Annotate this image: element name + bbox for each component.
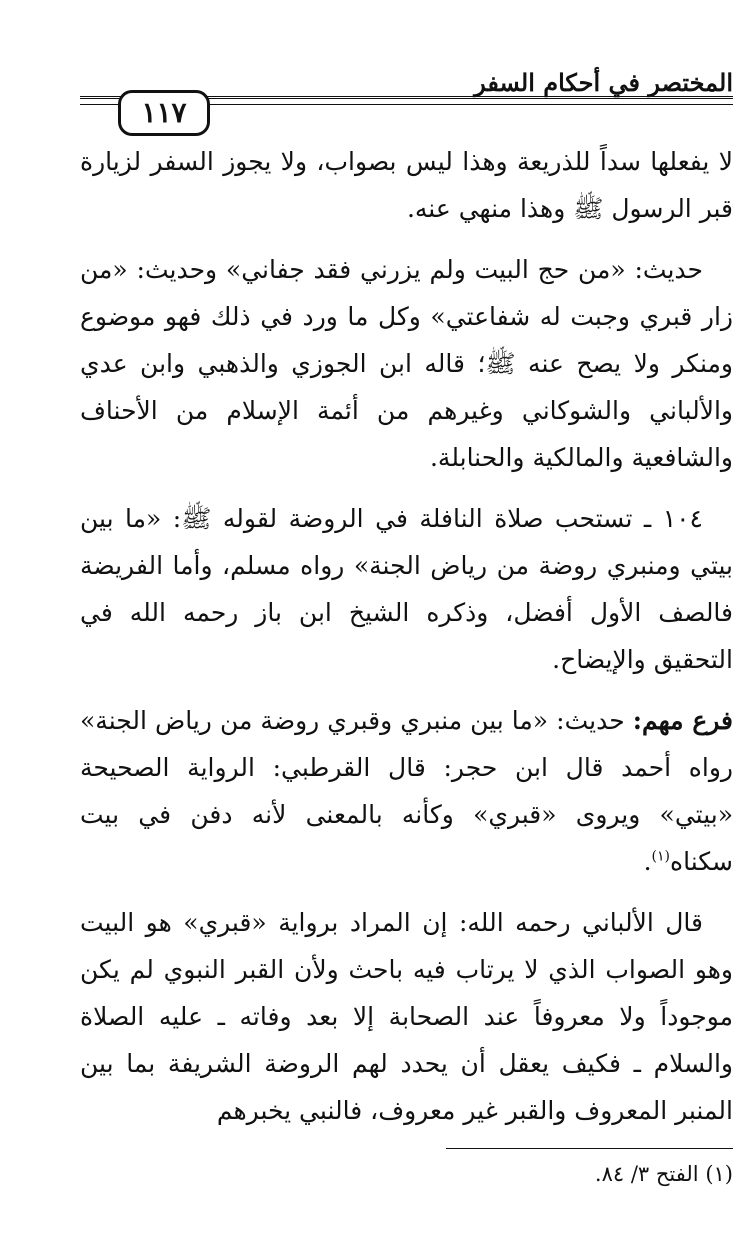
footnote-reference: (١) [651,848,670,865]
paragraph-1 [80,138,733,232]
paragraph-end: . [643,847,652,876]
paragraph-text: قال الألباني رحمه الله: إن المراد برواية «قبري» هو البيت وهو الصواب الذي لا يرتاب فيه باحث ولأن القبر النبوي لم يكن موجوداً ولا معروفاً عند الصحابة إلا بعد وفاته ـ عليه الصلاة والسلام ـ فكيف يعقل أن يحدد لهم الروضة الشريفة بما بين المنبر المعروف والقبر غير معروف، فالنبي يخبرهم [80,908,733,1125]
footnote-rule [446,1148,733,1149]
paragraph-4 [80,697,733,885]
running-title: المختصر في أحكام السفر [474,68,733,97]
paragraph-lead: فرع مهم: [632,706,733,735]
paragraph-text: حديث: «ما بين منبري وقبري روضة من رياض الجنة» رواه أحمد قال ابن حجر: قال القرطبي: الرواية الصحيحة «بيتي» ويروى «قبري» وكأنه بالمعنى لأنه دفن في بيت سكناه [80,706,733,876]
paragraph-text: حديث: «من حج البيت ولم يزرني فقد جفاني» وحديث: «من زار قبري وجبت له شفاعتي» وكل ما ورد في ذلك فهو موضوع ومنكر ولا يصح عنه ﷺ؛ قاله ابن الجوزي والذهبي وابن عدي والألباني والشوكاني وغيرهم من أئمة الإسلام من الأحناف والشافعية والمالكية والحنابلة. [80,255,733,472]
footnote [595,1162,733,1186]
paragraph-5 [80,899,733,1134]
footnote-text: الفتح ٣/ ٨٤. [594,1162,699,1186]
paragraph-3 [80,495,733,683]
body-text [80,138,733,1134]
footnote-marker: (١) [705,1162,733,1186]
paragraph-text: لا يفعلها سداً للذريعة وهذا ليس بصواب، ولا يجوز السفر لزيارة قبر الرسول ﷺ وهذا منهي عنه. [80,147,733,223]
paragraph-text: ١٠٤ ـ تستحب صلاة النافلة في الروضة لقوله ﷺ: «ما بين بيتي ومنبري روضة من رياض الجنة» رواه مسلم، وأما الفريضة فالصف الأول أفضل، وذكره الشيخ ابن باز رحمه الله في التحقيق والإيضاح. [80,504,733,674]
paragraph-2 [80,246,733,481]
page-number: ١١٧ [118,90,210,136]
